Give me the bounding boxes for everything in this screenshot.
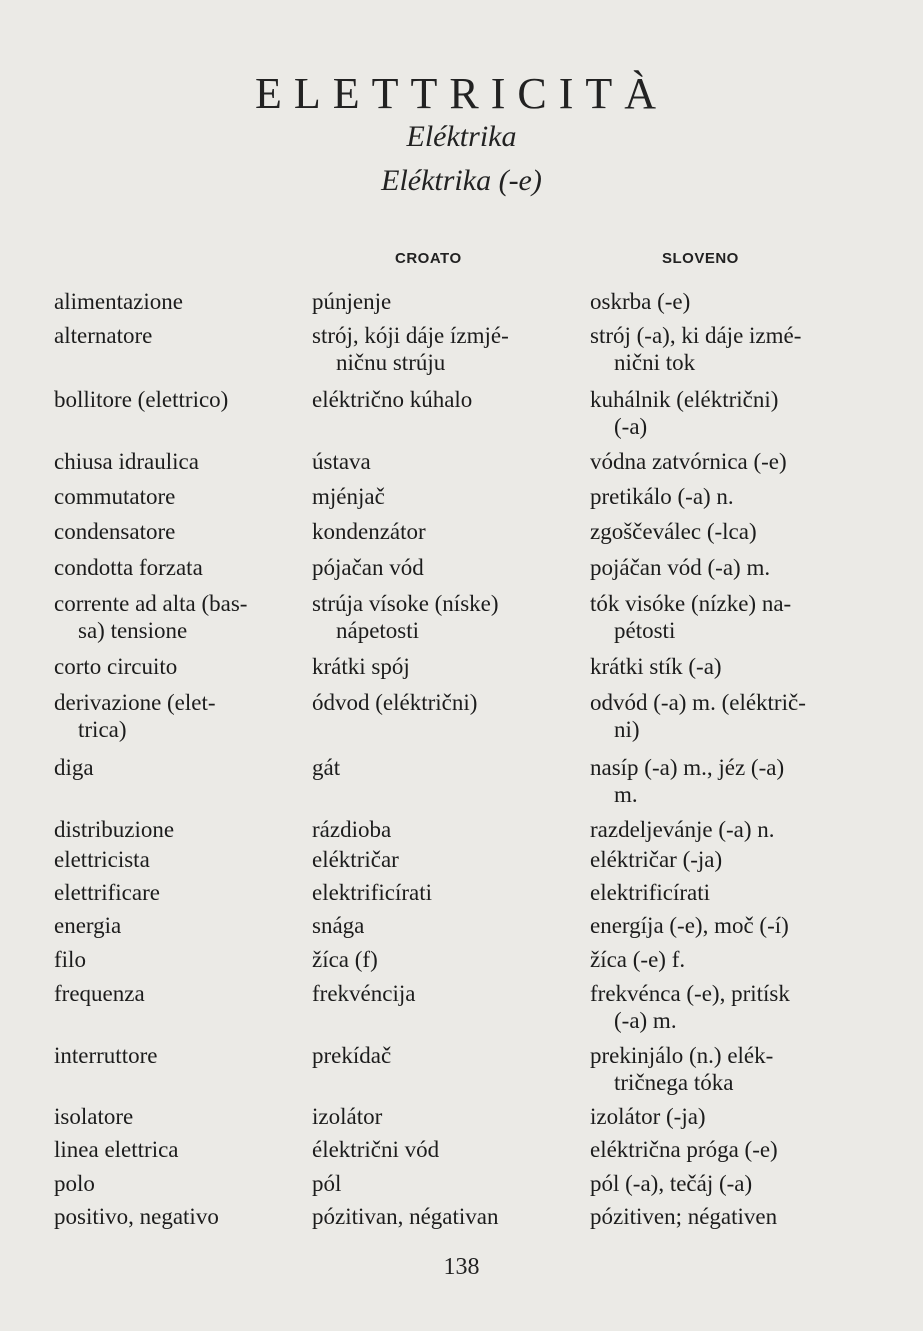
term-italian: [54, 386, 294, 413]
column-header-sloveno: SLOVENO: [662, 250, 739, 267]
term-croato: [312, 1203, 574, 1230]
term-line: linea elettrica: [54, 1137, 179, 1162]
term-croato: [312, 386, 574, 413]
term-italian: [54, 518, 294, 545]
term-croato: [312, 554, 574, 581]
term-line: žíca (f): [312, 947, 378, 972]
term-croato: [312, 816, 574, 843]
term-line: prekídač: [312, 1043, 392, 1068]
term-line: rázdioba: [312, 817, 392, 842]
term-sloveno: [590, 322, 852, 376]
page-number: 138: [443, 1254, 480, 1280]
term-sloveno: [590, 554, 852, 581]
term-italian: [54, 980, 294, 1007]
term-croato: [312, 483, 574, 510]
term-line: condotta forzata: [54, 555, 203, 580]
term-line: elektrificírati: [312, 880, 433, 905]
term-italian: [54, 448, 294, 475]
term-sloveno: [590, 653, 852, 680]
term-sloveno: [590, 754, 852, 808]
term-croato: [312, 1103, 574, 1130]
term-sloveno: [590, 1170, 852, 1197]
term-line: (-a): [614, 414, 648, 439]
term-line: bollitore (elettrico): [54, 387, 229, 412]
column-header-croato: CROATO: [395, 250, 462, 267]
term-line: filo: [54, 947, 86, 972]
term-line: kondenzátor: [312, 519, 426, 544]
term-croato: [312, 590, 574, 644]
term-line: frekvénca (-e), pritísk: [590, 981, 790, 1006]
term-line: derivazione (elet-: [54, 690, 216, 715]
page-title: ELETTRICITÀ: [254, 69, 669, 118]
term-line: ódvod (eléktrični): [312, 690, 478, 715]
term-sloveno: [590, 846, 852, 873]
term-line: commutatore: [54, 484, 176, 509]
term-italian: [54, 1170, 294, 1197]
subtitle-croato: Eléktrika: [406, 120, 517, 153]
term-sloveno: [590, 980, 852, 1034]
term-line: razdeljevánje (-a) n.: [590, 817, 775, 842]
term-line: frequenza: [54, 981, 145, 1006]
term-line: corto circuito: [54, 654, 178, 679]
term-sloveno: [590, 879, 852, 906]
term-sloveno: [590, 483, 852, 510]
term-line: condensatore: [54, 519, 176, 544]
term-line: eléktričar (-ja): [590, 847, 723, 872]
term-sloveno: [590, 1042, 852, 1096]
term-italian: [54, 816, 294, 843]
term-sloveno: [590, 386, 852, 440]
term-sloveno: [590, 518, 852, 545]
term-line: izolátor: [312, 1104, 383, 1129]
term-line: eléktričar: [312, 847, 399, 872]
term-line: ničnu strúju: [336, 350, 446, 375]
subtitle-sloveno: Eléktrika (-e): [381, 164, 542, 197]
term-croato: [312, 846, 574, 873]
term-line: tók visóke (nízke) na-: [590, 591, 792, 616]
term-italian: [54, 754, 294, 781]
term-line: elettricista: [54, 847, 150, 872]
term-line: zgoščeválec (-lca): [590, 519, 757, 544]
term-croato: [312, 980, 574, 1007]
term-sloveno: [590, 816, 852, 843]
term-line: izolátor (-ja): [590, 1104, 706, 1129]
term-line: chiusa idraulica: [54, 449, 199, 474]
term-line: eléktrično kúhalo: [312, 387, 473, 412]
term-line: isolatore: [54, 1104, 134, 1129]
term-line: alimentazione: [54, 289, 183, 314]
term-line: púnjenje: [312, 289, 392, 314]
term-sloveno: [590, 946, 852, 973]
term-line: pózitivan, négativan: [312, 1204, 499, 1229]
term-italian: [54, 590, 294, 644]
term-line: diga: [54, 755, 94, 780]
term-line: ústava: [312, 449, 371, 474]
term-line: corrente ad alta (bas-: [54, 591, 248, 616]
term-italian: [54, 288, 294, 315]
term-line: interruttore: [54, 1043, 158, 1068]
term-line: pól: [312, 1171, 342, 1196]
term-croato: [312, 322, 574, 376]
term-line: gát: [312, 755, 341, 780]
term-italian: [54, 322, 294, 349]
term-italian: [54, 689, 294, 743]
term-line: snága: [312, 913, 365, 938]
term-croato: [312, 879, 574, 906]
term-line: energia: [54, 913, 122, 938]
term-sloveno: [590, 1136, 852, 1163]
term-croato: [312, 518, 574, 545]
term-line: sa) tensione: [78, 618, 188, 643]
term-line: elettrificare: [54, 880, 160, 905]
term-line: m.: [614, 782, 638, 807]
term-line: tričnega tóka: [614, 1070, 734, 1095]
term-italian: [54, 653, 294, 680]
term-line: oskrba (-e): [590, 289, 691, 314]
term-italian: [54, 879, 294, 906]
term-line: žíca (-e) f.: [590, 947, 686, 972]
term-line: distribuzione: [54, 817, 175, 842]
term-croato: [312, 754, 574, 781]
term-line: mjénjač: [312, 484, 385, 509]
term-italian: [54, 1103, 294, 1130]
term-italian: [54, 483, 294, 510]
term-sloveno: [590, 448, 852, 475]
term-line: strój (-a), ki dáje izmé-: [590, 323, 802, 348]
term-italian: [54, 1136, 294, 1163]
term-croato: [312, 946, 574, 973]
term-sloveno: [590, 912, 852, 939]
term-line: elektrificírati: [590, 880, 711, 905]
term-italian: [54, 1042, 294, 1069]
term-line: pójačan vód: [312, 555, 424, 580]
term-line: vódna zatvórnica (-e): [590, 449, 787, 474]
term-line: eléktrična próga (-e): [590, 1137, 778, 1162]
term-italian: [54, 554, 294, 581]
term-line: kuhálnik (eléktrični): [590, 387, 779, 412]
term-line: pól (-a), tečáj (-a): [590, 1171, 753, 1196]
term-line: pétosti: [614, 618, 676, 643]
term-line: pózitiven; négativen: [590, 1204, 778, 1229]
term-sloveno: [590, 689, 852, 743]
term-croato: [312, 1042, 574, 1069]
term-line: trica): [78, 717, 127, 742]
term-line: frekvéncija: [312, 981, 416, 1006]
term-line: alternatore: [54, 323, 153, 348]
term-line: (-a) m.: [614, 1008, 677, 1033]
term-sloveno: [590, 288, 852, 315]
term-line: nasíp (-a) m., jéz (-a): [590, 755, 785, 780]
term-sloveno: [590, 1203, 852, 1230]
term-line: krátki spój: [312, 654, 410, 679]
term-line: strúja vísoke (níske): [312, 591, 499, 616]
term-line: energíja (-e), moč (-í): [590, 913, 789, 938]
term-italian: [54, 912, 294, 939]
term-croato: [312, 912, 574, 939]
term-line: nični tok: [614, 350, 696, 375]
term-line: pretikálo (-a) n.: [590, 484, 734, 509]
term-croato: [312, 288, 574, 315]
term-italian: [54, 846, 294, 873]
term-croato: [312, 653, 574, 680]
term-italian: [54, 946, 294, 973]
term-croato: [312, 1170, 574, 1197]
term-italian: [54, 1203, 294, 1230]
term-line: nápetosti: [336, 618, 420, 643]
term-sloveno: [590, 590, 852, 644]
term-sloveno: [590, 1103, 852, 1130]
term-line: strój, kóji dáje ízmjé-: [312, 323, 509, 348]
term-line: pojáčan vód (-a) m.: [590, 555, 771, 580]
term-line: polo: [54, 1171, 95, 1196]
term-line: élektrični vód: [312, 1137, 440, 1162]
term-line: ni): [614, 717, 640, 742]
term-croato: [312, 689, 574, 716]
term-croato: [312, 1136, 574, 1163]
term-croato: [312, 448, 574, 475]
term-line: odvód (-a) m. (eléktrič-: [590, 690, 806, 715]
term-line: positivo, negativo: [54, 1204, 219, 1229]
term-line: krátki stík (-a): [590, 654, 722, 679]
term-line: prekinjálo (n.) elék-: [590, 1043, 774, 1068]
